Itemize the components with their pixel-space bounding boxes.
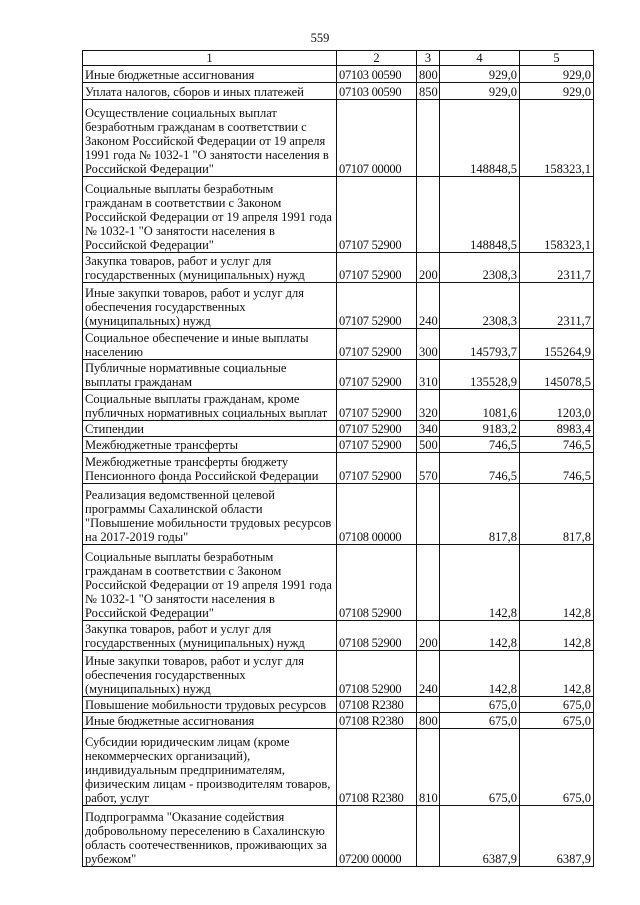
row-value-2018: 675,0	[440, 713, 520, 729]
row-value-2019: 746,5	[520, 453, 594, 484]
table-row	[83, 283, 594, 329]
header-row	[83, 51, 594, 66]
table-row	[83, 66, 594, 83]
row-vr: 500	[417, 437, 440, 453]
row-name: Субсидии юридическим лицам (кроме некоммерческих организаций), индивидуальным предпринимателям, физическим лицам - производителям товаров, работ, услуг	[83, 729, 337, 806]
table-row	[83, 729, 594, 806]
row-value-2019: 6387,9	[520, 806, 594, 867]
row-name: Закупка товаров, работ и услуг для государственных (муниципальных) нужд	[83, 253, 337, 283]
row-code: 07103 00590	[337, 83, 417, 100]
row-vr	[417, 545, 440, 621]
row-value-2019: 675,0	[520, 713, 594, 729]
row-vr: 570	[417, 453, 440, 484]
row-name: Межбюджетные трансферты	[83, 437, 337, 453]
header-col-5: 5	[520, 51, 594, 66]
row-code: 07107 52900	[337, 177, 417, 253]
row-value-2018: 746,5	[440, 437, 520, 453]
table-row	[83, 545, 594, 621]
row-name: Межбюджетные трансферты бюджету Пенсионного фонда Российской Федерации	[83, 453, 337, 484]
row-code: 07200 00000	[337, 806, 417, 867]
row-value-2018: 9183,2	[440, 421, 520, 437]
row-name: Стипендии	[83, 421, 337, 437]
row-name: Реализация ведомственной целевой программы Сахалинской области "Повышение мобильности трудовых ресурсов на 2017-2019 годы"	[83, 484, 337, 545]
row-value-2019: 2311,7	[520, 283, 594, 329]
row-value-2018: 2308,3	[440, 253, 520, 283]
row-vr: 320	[417, 390, 440, 421]
row-name: Иные закупки товаров, работ и услуг для обеспечения государственных (муниципальных) нужд	[83, 283, 337, 329]
row-value-2018: 929,0	[440, 83, 520, 100]
row-name: Публичные нормативные социальные выплаты гражданам	[83, 360, 337, 390]
row-value-2019: 158323,1	[520, 100, 594, 177]
table-row	[83, 621, 594, 651]
table-row	[83, 806, 594, 867]
row-value-2019: 817,8	[520, 484, 594, 545]
row-name: Повышение мобильности трудовых ресурсов	[83, 697, 337, 713]
table-row	[83, 390, 594, 421]
table-row	[83, 421, 594, 437]
row-value-2018: 746,5	[440, 453, 520, 484]
row-name: Социальное обеспечение и иные выплаты населению	[83, 329, 337, 360]
row-value-2019: 8983,4	[520, 421, 594, 437]
row-name: Осуществление социальных выплат безработным гражданам в соответствии с Законом Российской Федерации от 19 апреля 1991 года № 1032-1 "О занятости населения в Российской Федерации"	[83, 100, 337, 177]
row-value-2019: 145078,5	[520, 360, 594, 390]
row-name: Социальные выплаты безработным гражданам в соответствии с Законом Российской Федерации от 19 апреля 1991 года № 1032-1 "О занятости населения в Российской Федерации"	[83, 177, 337, 253]
row-vr	[417, 806, 440, 867]
row-code: 07107 52900	[337, 253, 417, 283]
row-code: 07103 00590	[337, 66, 417, 83]
row-name: Подпрограмма "Оказание содействия добровольному переселению в Сахалинскую область соотечественников, проживающих за рубежом"	[83, 806, 337, 867]
table-header	[83, 51, 594, 66]
row-vr: 310	[417, 360, 440, 390]
row-value-2018: 145793,7	[440, 329, 520, 360]
header-col-2: 2	[337, 51, 417, 66]
row-value-2019: 746,5	[520, 437, 594, 453]
row-value-2018: 675,0	[440, 729, 520, 806]
row-value-2018: 929,0	[440, 66, 520, 83]
row-value-2019: 155264,9	[520, 329, 594, 360]
row-name: Закупка товаров, работ и услуг для государственных (муниципальных) нужд	[83, 621, 337, 651]
table-row	[83, 713, 594, 729]
budget-table	[82, 50, 594, 867]
table-row	[83, 253, 594, 283]
row-code: 07107 52900	[337, 283, 417, 329]
row-value-2018: 6387,9	[440, 806, 520, 867]
table-row	[83, 484, 594, 545]
row-vr: 240	[417, 651, 440, 697]
table-row	[83, 100, 594, 177]
row-name: Иные бюджетные ассигнования	[83, 66, 337, 83]
table-row	[83, 453, 594, 484]
row-code: 07108 00000	[337, 484, 417, 545]
row-code: 07107 52900	[337, 453, 417, 484]
row-vr: 340	[417, 421, 440, 437]
row-vr	[417, 100, 440, 177]
row-code: 07108 R2380	[337, 697, 417, 713]
row-value-2019: 929,0	[520, 83, 594, 100]
row-code: 07107 52900	[337, 421, 417, 437]
table-row	[83, 360, 594, 390]
row-vr: 850	[417, 83, 440, 100]
row-code: 07107 52900	[337, 360, 417, 390]
row-value-2018: 142,8	[440, 621, 520, 651]
table-row	[83, 83, 594, 100]
row-code: 07108 52900	[337, 545, 417, 621]
row-code: 07107 52900	[337, 390, 417, 421]
row-name: Иные закупки товаров, работ и услуг для обеспечения государственных (муниципальных) нужд	[83, 651, 337, 697]
row-vr: 800	[417, 66, 440, 83]
header-col-4: 4	[440, 51, 520, 66]
row-name: Уплата налогов, сборов и иных платежей	[83, 83, 337, 100]
table-row	[83, 437, 594, 453]
row-value-2019: 929,0	[520, 66, 594, 83]
header-col-3: 3	[417, 51, 440, 66]
table-row	[83, 329, 594, 360]
row-value-2018: 148848,5	[440, 100, 520, 177]
table-body	[83, 66, 594, 867]
row-vr	[417, 697, 440, 713]
row-vr: 240	[417, 283, 440, 329]
row-value-2018: 142,8	[440, 651, 520, 697]
row-code: 07108 R2380	[337, 713, 417, 729]
row-vr	[417, 484, 440, 545]
row-code: 07108 52900	[337, 621, 417, 651]
header-col-1: 1	[83, 51, 337, 66]
row-name: Социальные выплаты безработным гражданам в соответствии с Законом Российской Федерации от 19 апреля 1991 года № 1032-1 "О занятости населения в Российской Федерации"	[83, 545, 337, 621]
row-value-2019: 158323,1	[520, 177, 594, 253]
row-value-2018: 148848,5	[440, 177, 520, 253]
row-code: 07107 52900	[337, 329, 417, 360]
row-code: 07108 52900	[337, 651, 417, 697]
row-code: 07108 R2380	[337, 729, 417, 806]
row-code: 07107 52900	[337, 437, 417, 453]
row-value-2019: 142,8	[520, 651, 594, 697]
row-vr: 810	[417, 729, 440, 806]
row-value-2018: 675,0	[440, 697, 520, 713]
row-value-2018: 135528,9	[440, 360, 520, 390]
row-value-2018: 142,8	[440, 545, 520, 621]
row-value-2019: 675,0	[520, 697, 594, 713]
row-value-2018: 1081,6	[440, 390, 520, 421]
table-row	[83, 697, 594, 713]
table-row	[83, 651, 594, 697]
row-vr: 200	[417, 621, 440, 651]
row-name: Социальные выплаты гражданам, кроме публичных нормативных социальных выплат	[83, 390, 337, 421]
row-vr	[417, 177, 440, 253]
row-vr: 300	[417, 329, 440, 360]
row-name: Иные бюджетные ассигнования	[83, 713, 337, 729]
row-vr: 800	[417, 713, 440, 729]
row-code: 07107 00000	[337, 100, 417, 177]
page-number: 559	[310, 31, 330, 45]
row-value-2018: 817,8	[440, 484, 520, 545]
row-value-2019: 142,8	[520, 545, 594, 621]
row-value-2019: 675,0	[520, 729, 594, 806]
table-row	[83, 177, 594, 253]
row-value-2019: 1203,0	[520, 390, 594, 421]
row-value-2019: 142,8	[520, 621, 594, 651]
row-value-2018: 2308,3	[440, 283, 520, 329]
row-value-2019: 2311,7	[520, 253, 594, 283]
row-vr: 200	[417, 253, 440, 283]
